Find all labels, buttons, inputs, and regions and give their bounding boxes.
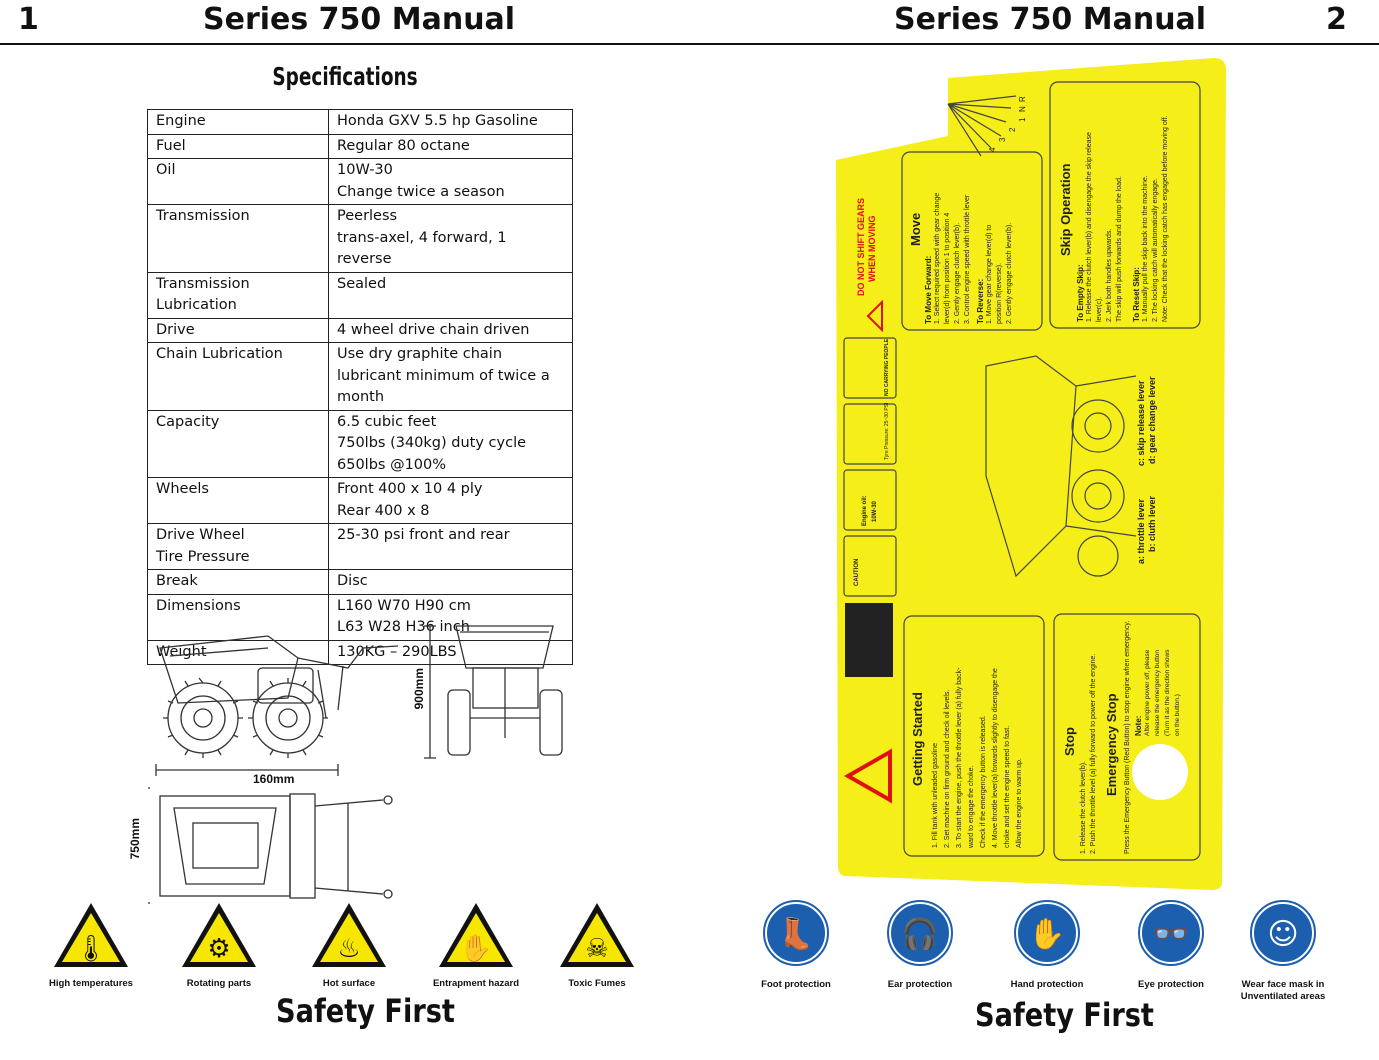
stop-step: 2. Push the throttle level (a) fully forward to power off the engine. — [1090, 653, 1097, 854]
spec-label-line: Chain Lubrication — [156, 346, 283, 362]
hazard-label: High temperatures — [49, 978, 133, 989]
emergency-note-line: on the button.) — [1174, 694, 1181, 736]
skip-title: Skip Operation — [1058, 163, 1073, 256]
thermometer-warning-icon — [51, 900, 131, 970]
spec-value-line: Regular 80 octane — [337, 137, 470, 154]
spec-row — [148, 134, 573, 159]
specifications-title: Specifications — [272, 62, 418, 91]
spec-value — [329, 205, 573, 273]
spec-label-line: Dimensions — [156, 597, 241, 614]
ppe-label: Foot protection — [761, 979, 831, 990]
getting-started-step: 2. Set machine on firm ground and check oil levels. — [944, 689, 951, 848]
getting-started-step: 4. Move throttle lever(a) forwards slightly to disengage the — [992, 668, 999, 848]
spec-value-line: 10W-30 — [337, 162, 393, 178]
boot-icon — [760, 897, 832, 969]
spec-row — [148, 205, 573, 273]
spec-value — [329, 524, 573, 570]
goggles-icon — [1135, 897, 1207, 969]
spec-value-line: lubricant minimum of twice a — [337, 367, 550, 384]
spec-row — [148, 159, 573, 205]
spec-row — [148, 410, 573, 478]
engine-oil-text: Engine oil: — [862, 495, 868, 526]
safety-first-right: Safety First — [975, 996, 1154, 1034]
header-rule — [0, 43, 1379, 45]
dumper-side-view — [156, 636, 398, 776]
spec-value-line: Front 400 x 10 4 ply — [337, 481, 483, 497]
skip-reset-step: 1. Manually pull the skip back into the machine. — [1142, 175, 1149, 322]
glove-icon — [1011, 897, 1083, 969]
spec-value — [329, 110, 573, 135]
gear-label: 1 — [1018, 117, 1027, 122]
spec-value-line: 6.5 cubic feet — [337, 413, 437, 430]
ppe-label: Ear protection — [887, 979, 953, 990]
emergency-note-line: release the emergency button — [1154, 650, 1161, 736]
spec-label — [148, 110, 329, 135]
spec-row — [148, 318, 573, 343]
move-reverse-heading: To Reverse: — [976, 278, 985, 324]
gear-label: R — [1018, 96, 1027, 102]
svg-text:☠: ☠ — [585, 934, 609, 964]
ppe-label: Wear face mask in Unventilated areas — [1240, 979, 1326, 1002]
move-forward-step: 2. Gently engage clutch lever(b). — [954, 222, 961, 324]
skip-reset-heading: To Reset Skip: — [1132, 267, 1141, 322]
gear-label: 2 — [1008, 127, 1017, 132]
caution-text: CAUTION — [854, 558, 860, 586]
svg-text:👢: 👢 — [777, 917, 815, 952]
getting-started-title: Getting Started — [910, 692, 925, 786]
move-reverse-step: 1. Move gear change lever(d) to — [986, 224, 993, 324]
emergency-stop-text: Press the Emergency Button (Red Button) to stop engine when emergency. — [1124, 620, 1131, 854]
gear-label: 3 — [998, 137, 1007, 142]
spec-label-line: Fuel — [156, 137, 186, 154]
move-reverse-step: position R(reverse). — [996, 262, 1003, 324]
engine-oil-text: 10W-30 — [872, 501, 878, 522]
spec-label-line: Drive — [156, 321, 195, 338]
shift-warning-text: DO NOT SHIFT GEARS — [856, 197, 866, 296]
spec-value — [329, 570, 573, 595]
spec-value-line: 4 wheel drive chain driven — [337, 321, 530, 338]
skip-empty-heading: To Empty Skip: — [1076, 264, 1085, 322]
spec-label — [148, 159, 329, 205]
getting-started-step: 3. To start the engine, push the throttle lever (a) fully back- — [956, 667, 963, 848]
move-forward-step: 3. Control engine speed with throttle lever — [964, 194, 971, 324]
dumper-top-view — [148, 788, 392, 903]
face-mask-icon — [1247, 897, 1319, 969]
dumper-front-view — [424, 626, 562, 758]
spec-value-line: Use dry graphite chain — [337, 346, 503, 362]
getting-started-step: ward to engage the choke. — [968, 765, 975, 848]
spec-label — [148, 205, 329, 273]
spec-label — [148, 272, 329, 318]
shift-warning-text: WHEN MOVING — [867, 215, 877, 282]
svg-text:✋: ✋ — [1028, 917, 1066, 952]
specifications-table — [147, 109, 573, 665]
emergency-button-circle — [1132, 744, 1188, 800]
spec-label-line: Transmission — [156, 208, 250, 224]
spec-value-line: month — [337, 389, 385, 405]
spec-row — [148, 343, 573, 411]
ear-protection-icon — [884, 897, 956, 969]
spec-label — [148, 524, 329, 570]
svg-text:👓: 👓 — [1152, 917, 1190, 952]
lever-label: b: cluth lever — [1147, 495, 1157, 552]
spec-row — [148, 524, 573, 570]
gear-label: 4 — [988, 147, 997, 152]
getting-started-step: Check if the emergency button is released. — [980, 715, 987, 848]
skip-empty-step: 1. Release the clutch lever(b) and disengage the skip release — [1086, 132, 1093, 322]
getting-started-step: 1. Fill tank with unleaded gasoline — [932, 742, 939, 848]
stop-step: 1. Release the clutch lever(b). — [1080, 761, 1087, 854]
spec-row — [148, 272, 573, 318]
spec-label-line: Lubrication — [156, 297, 237, 313]
svg-text:♨: ♨ — [337, 934, 361, 964]
spec-label — [148, 134, 329, 159]
move-forward-step: lever(d) from position 1 to position 4 — [944, 212, 951, 324]
entrapment-warning-icon — [436, 900, 516, 970]
svg-text:🎧: 🎧 — [901, 917, 939, 952]
left-page-number: 1 — [18, 2, 39, 37]
lever-label: c: skip release lever — [1136, 380, 1146, 466]
ppe-label: Eye protection — [1138, 979, 1204, 990]
getting-started-step: Allow the engine to warm up. — [1016, 758, 1023, 848]
hazard-label: Entrapment hazard — [432, 978, 520, 989]
spec-label-line: Weight — [156, 643, 207, 660]
spec-label — [148, 570, 329, 595]
hazard-label: Hot surface — [322, 978, 376, 989]
spec-row — [148, 570, 573, 595]
hot-surface-warning-icon — [309, 900, 389, 970]
emergency-note-heading: Note: — [1134, 715, 1143, 736]
spec-value — [329, 478, 573, 524]
spec-label-line: Tire Pressure — [156, 548, 250, 565]
hazard-label: Toxic Fumes — [568, 978, 626, 989]
spec-row — [148, 110, 573, 135]
spec-row — [148, 478, 573, 524]
spec-label-line: Engine — [156, 113, 206, 129]
spec-value-line: L160 W70 H90 cm — [337, 597, 471, 614]
spec-value-line: 750lbs (340kg) duty cycle — [337, 435, 527, 451]
spec-value-line: Sealed — [337, 275, 387, 292]
spec-value — [329, 343, 573, 411]
lever-label: a: throttle lever — [1136, 498, 1146, 564]
spec-label-line: Transmission — [156, 275, 250, 292]
spec-value-line: 130KG – 290LBS — [337, 643, 457, 660]
svg-text:🌡: 🌡 — [74, 934, 108, 964]
length-dimension-label: 160mm — [253, 772, 295, 786]
spec-value — [329, 272, 573, 318]
safety-first-left: Safety First — [276, 992, 455, 1030]
spec-value-line: Peerless — [337, 208, 398, 224]
spec-label — [148, 410, 329, 478]
left-page-title: Series 750 Manual — [203, 2, 516, 37]
ppe-label: Hand protection — [1010, 979, 1084, 990]
spec-label — [148, 318, 329, 343]
move-title: Move — [908, 212, 923, 246]
getting-started-step: choke and set the engine speed to fast. — [1004, 725, 1011, 848]
right-page-title: Series 750 Manual — [894, 2, 1207, 37]
spec-value — [329, 159, 573, 205]
svg-text:☺: ☺ — [1267, 917, 1299, 952]
move-forward-heading: To Move Forward: — [924, 255, 933, 324]
move-forward-step: 1. Select required speed with gear change — [934, 192, 941, 324]
spec-value — [329, 134, 573, 159]
spec-value — [329, 318, 573, 343]
spec-label — [148, 478, 329, 524]
lever-label: d: gear change lever — [1147, 376, 1157, 464]
move-reverse-step: 2. Gently engage clutch lever(b). — [1006, 222, 1013, 324]
emergency-stop-title: Emergency Stop — [1104, 693, 1119, 796]
spec-label-line: Oil — [156, 162, 176, 178]
dumper-dimension-drawings — [148, 618, 578, 908]
spec-label-line: Drive Wheel — [156, 527, 245, 543]
spec-value-line: trans-axel, 4 forward, 1 reverse — [337, 229, 507, 267]
tyre-pressure-text: Tyre Pressure: 25~30 PSI — [884, 402, 890, 460]
skip-reset-step: Note: Check that the locking catch has engaged before moving off. — [1162, 115, 1169, 322]
spec-value-line: Honda GXV 5.5 hp Gasoline — [337, 113, 538, 129]
spec-label-line: Break — [156, 573, 198, 589]
skip-empty-step: 2. Jerk both handles upwards. — [1106, 228, 1113, 322]
spec-label-line: Wheels — [156, 481, 209, 497]
gear-label: N — [1018, 106, 1027, 112]
skip-empty-step: lever(c). — [1096, 296, 1103, 322]
right-page-number: 2 — [1326, 2, 1347, 37]
width-dimension-label: 750mm — [128, 818, 142, 860]
emergency-note-line: (Turn it as the direction shows — [1164, 649, 1171, 736]
spec-value-line: L63 W28 H36 inch — [337, 619, 470, 635]
skip-empty-step: The skip will push forwards and dump the load. — [1116, 176, 1123, 322]
spec-value-line: Change twice a season — [337, 183, 505, 200]
svg-text:✋: ✋ — [459, 934, 493, 964]
svg-text:⚙: ⚙ — [207, 934, 231, 964]
spec-value-line: Disc — [337, 573, 368, 589]
no-carrying-text: NO CARRYING PEOPLE — [884, 338, 890, 396]
stop-title: Stop — [1062, 727, 1077, 756]
spec-label — [148, 343, 329, 411]
toxic-fumes-warning-icon — [557, 900, 637, 970]
skip-reset-step: 2. The locking catch will automatically engage. — [1152, 178, 1159, 322]
emergency-note-line: After engine power off, please — [1144, 649, 1151, 736]
yellow-instruction-label — [836, 56, 1232, 892]
hazard-label: Rotating parts — [186, 978, 252, 989]
spec-value — [329, 410, 573, 478]
rotating-parts-warning-icon — [179, 900, 259, 970]
spec-value-line: 650lbs @100% — [337, 456, 447, 473]
spec-label-line: Capacity — [156, 413, 220, 430]
spec-value-line: Rear 400 x 8 — [337, 502, 430, 519]
spec-value-line: 25-30 psi front and rear — [337, 527, 510, 543]
height-dimension-label: 900mm — [412, 668, 426, 710]
black-warning-panel — [845, 603, 893, 677]
